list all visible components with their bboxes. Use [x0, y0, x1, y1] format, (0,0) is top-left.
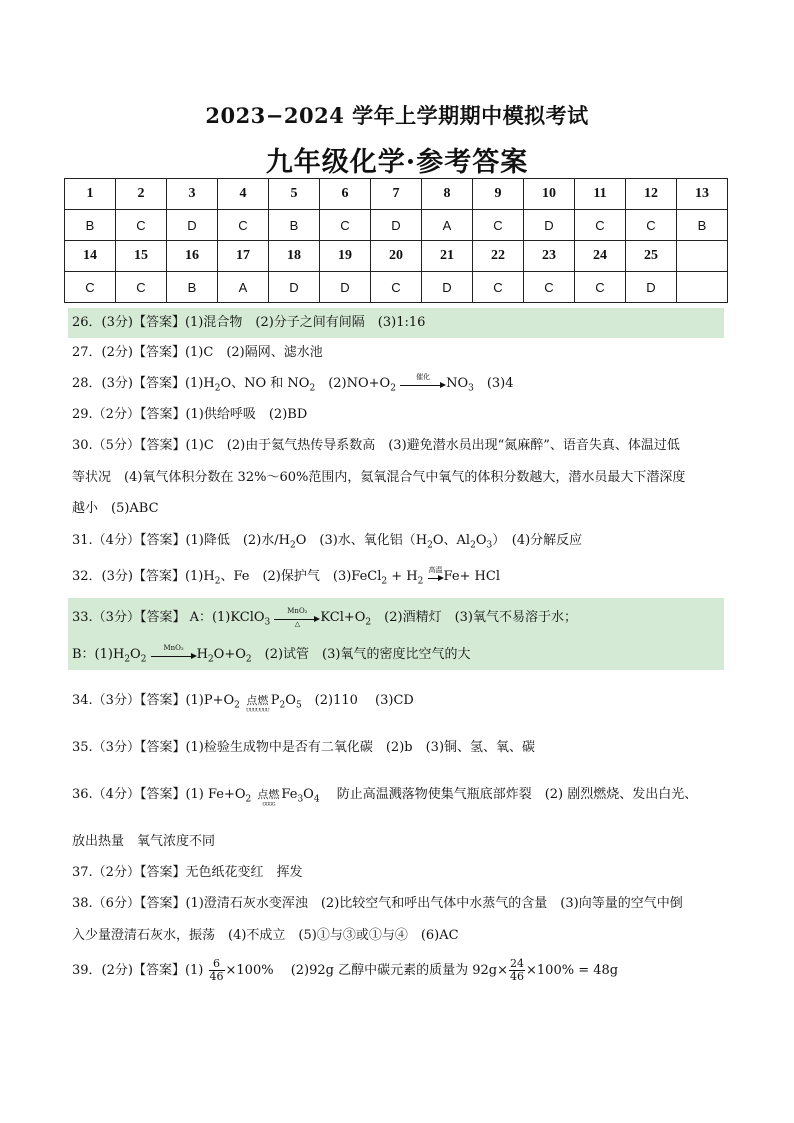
answer-q37: 37.（2分）【答案】无色纸花变红 挥发 — [72, 865, 303, 880]
question-number-cell: 8 — [422, 179, 473, 210]
answer-cell: C — [116, 272, 167, 303]
question-number-cell: 19 — [320, 241, 371, 272]
answer-q27: 27．(2分)【答案】(1)C (2)隔网、滤水池 — [72, 345, 323, 360]
question-number-cell: 2 — [116, 179, 167, 210]
question-number-cell: 9 — [473, 179, 524, 210]
question-number-cell: 3 — [167, 179, 218, 210]
answer-q26: 26．(3分)【答案】(1)混合物 (2)分子之间有间隔 (3)1:16 — [72, 315, 426, 330]
question-number-cell: 6 — [320, 179, 371, 210]
question-number-cell: 1 — [65, 179, 116, 210]
answer-cell: B — [65, 210, 116, 241]
question-number-cell: 16 — [167, 241, 218, 272]
question-number-cell: 17 — [218, 241, 269, 272]
exam-title: 2023−2024 学年上学期期中模拟考试 — [205, 103, 589, 128]
question-number-cell: 23 — [524, 241, 575, 272]
answer-q36-line2: 放出热量 氧气浓度不同 — [72, 834, 216, 849]
reaction-arrow: MnO₂ — [151, 648, 197, 662]
question-number-cell: 10 — [524, 179, 575, 210]
fraction: $\frac{6}{46}$ — [209, 957, 224, 983]
question-number-cell: 24 — [575, 241, 626, 272]
answer-q32: 32．(3分)【答案】$(1)H_2$、Fe (2)保护气 (3)FeCl$_2$ + $H_2$ 高温 Fe+ HCl — [72, 565, 500, 587]
answer-q29: 29.（2分）【答案】(1)供给呼吸 (2)BD — [72, 407, 308, 422]
answer-cell: D — [422, 272, 473, 303]
reaction-arrow: 高温 — [428, 570, 444, 584]
answer-q36-line1: 36.（4分）【答案】(1) $Fe+O_2$ 点燃 ᴳᴳᴳᴳ $Fe_3O_4$ 防止高温溅落物使集气瓶底部炸裂 (2) 剧烈燃烧、发出白光、 — [72, 787, 698, 810]
answer-q35: 35.（3分）【答案】(1)检验生成物中是否有二氧化碳 (2)b (3)铜、氢、氧、碳 — [72, 740, 536, 755]
answer-cell: D — [524, 210, 575, 241]
answer-cell: A — [422, 210, 473, 241]
reaction-condition: 点燃 ᵁᵁᵁᵁᵁᵁᵁ — [246, 693, 269, 716]
answer-cell: C — [626, 210, 677, 241]
answer-cell: C — [116, 210, 167, 241]
answer-key-title: 九年级化学·参考答案 — [265, 147, 529, 178]
question-number-cell: 21 — [422, 241, 473, 272]
question-number-cell: 5 — [269, 179, 320, 210]
reaction-arrow: MnO₂ △ — [274, 611, 320, 625]
answer-cell: C — [473, 210, 524, 241]
question-number-cell: 11 — [575, 179, 626, 210]
question-number-cell: 20 — [371, 241, 422, 272]
reaction-arrow: 催化 — [400, 377, 446, 391]
fraction: $\frac{24}{46}$ — [510, 957, 525, 983]
answer-cell: C — [575, 210, 626, 241]
multiple-choice-answer-table — [64, 178, 728, 303]
answer-q34: 34.（3分）【答案】$(1)P+O_2$ 点燃 ᵁᵁᵁᵁᵁᵁᵁ $P_2O_5$ (2)110 (3)CD — [72, 693, 414, 716]
question-number-cell: 12 — [626, 179, 677, 210]
answer-cell: C — [371, 272, 422, 303]
table-row — [65, 179, 728, 210]
answer-cell: D — [626, 272, 677, 303]
answer-cell: D — [167, 210, 218, 241]
question-number-cell: 18 — [269, 241, 320, 272]
answer-q39: 39．(2分)【答案】(1) $\frac{6}{46}$ ×100% (2)92g 乙醇中碳元素的质量为 92g× $\frac{24}{46}$ ×100% = 48g — [72, 957, 619, 983]
answer-cell: D — [269, 272, 320, 303]
answer-q38-line2: 入少量澄清石灰水，振荡 (4)不成立 (5)①与③或①与④ (6)AC — [72, 928, 459, 943]
answer-cell: C — [575, 272, 626, 303]
question-number-cell: 4 — [218, 179, 269, 210]
answer-q28: 28．(3分)【答案】$(1)H_2O$、NO 和 $NO_2$ $(2)NO+O_2$ 催化 $NO_3$ (3)4 — [72, 372, 514, 394]
answer-cell: B — [269, 210, 320, 241]
answer-cell: B — [677, 210, 728, 241]
question-number-cell: 13 — [677, 179, 728, 210]
answer-q33-line1: 33.（3分）【答案】 A：(1)KClO$_3$ MnO₂ △ $KCl+O_2$ (2)酒精灯 (3)氧气不易溶于水； — [72, 606, 577, 628]
table-row — [65, 210, 728, 241]
question-number-cell: 22 — [473, 241, 524, 272]
table-row — [65, 272, 728, 303]
answer-cell: B — [167, 272, 218, 303]
answer-cell: C — [473, 272, 524, 303]
answer-q30-line3: 越小 (5)ABC — [72, 501, 159, 516]
answer-cell: C — [218, 210, 269, 241]
answer-q31: 31.（4分）【答案】(1)降低 (2)水$/H_2O$ (3)水、氧化铝（$H_2O$、$Al_2O_3$） (4)分解反应 — [72, 533, 583, 551]
answer-q33-line2: B：$(1)H_2O_2$ MnO₂ $H_2O+O_2$ (2)试管 (3)氧气的密度比空气的大 — [72, 643, 471, 665]
answer-cell: C — [320, 210, 371, 241]
table-row — [65, 241, 728, 272]
answer-q30-line1: 30.（5分）【答案】(1)C (2)由于氦气热传导系数高 (3)避免潜水员出现“氮麻醉”、语音失真、体温过低 — [72, 438, 680, 453]
answer-q30-line2: 等状况 (4)氧气体积分数在 32%～60%范围内，氦氧混合气中氧气的体积分数越大，潜水员最大下潜深度 — [72, 470, 686, 485]
answer-cell: D — [320, 272, 371, 303]
question-number-cell: 25 — [626, 241, 677, 272]
answer-q38-line1: 38.（6分）【答案】(1)澄清石灰水变浑浊 (2)比较空气和呼出气体中水蒸气的含量 (3)向等量的空气中倒 — [72, 896, 683, 911]
answer-cell — [677, 272, 728, 303]
answer-cell: C — [524, 272, 575, 303]
question-number-cell: 15 — [116, 241, 167, 272]
question-number-cell — [677, 241, 728, 272]
question-number-cell: 14 — [65, 241, 116, 272]
answer-cell: D — [371, 210, 422, 241]
answer-cell: C — [65, 272, 116, 303]
reaction-condition: 点燃 ᴳᴳᴳᴳ — [257, 787, 280, 810]
question-number-cell: 7 — [371, 179, 422, 210]
answer-cell: A — [218, 272, 269, 303]
